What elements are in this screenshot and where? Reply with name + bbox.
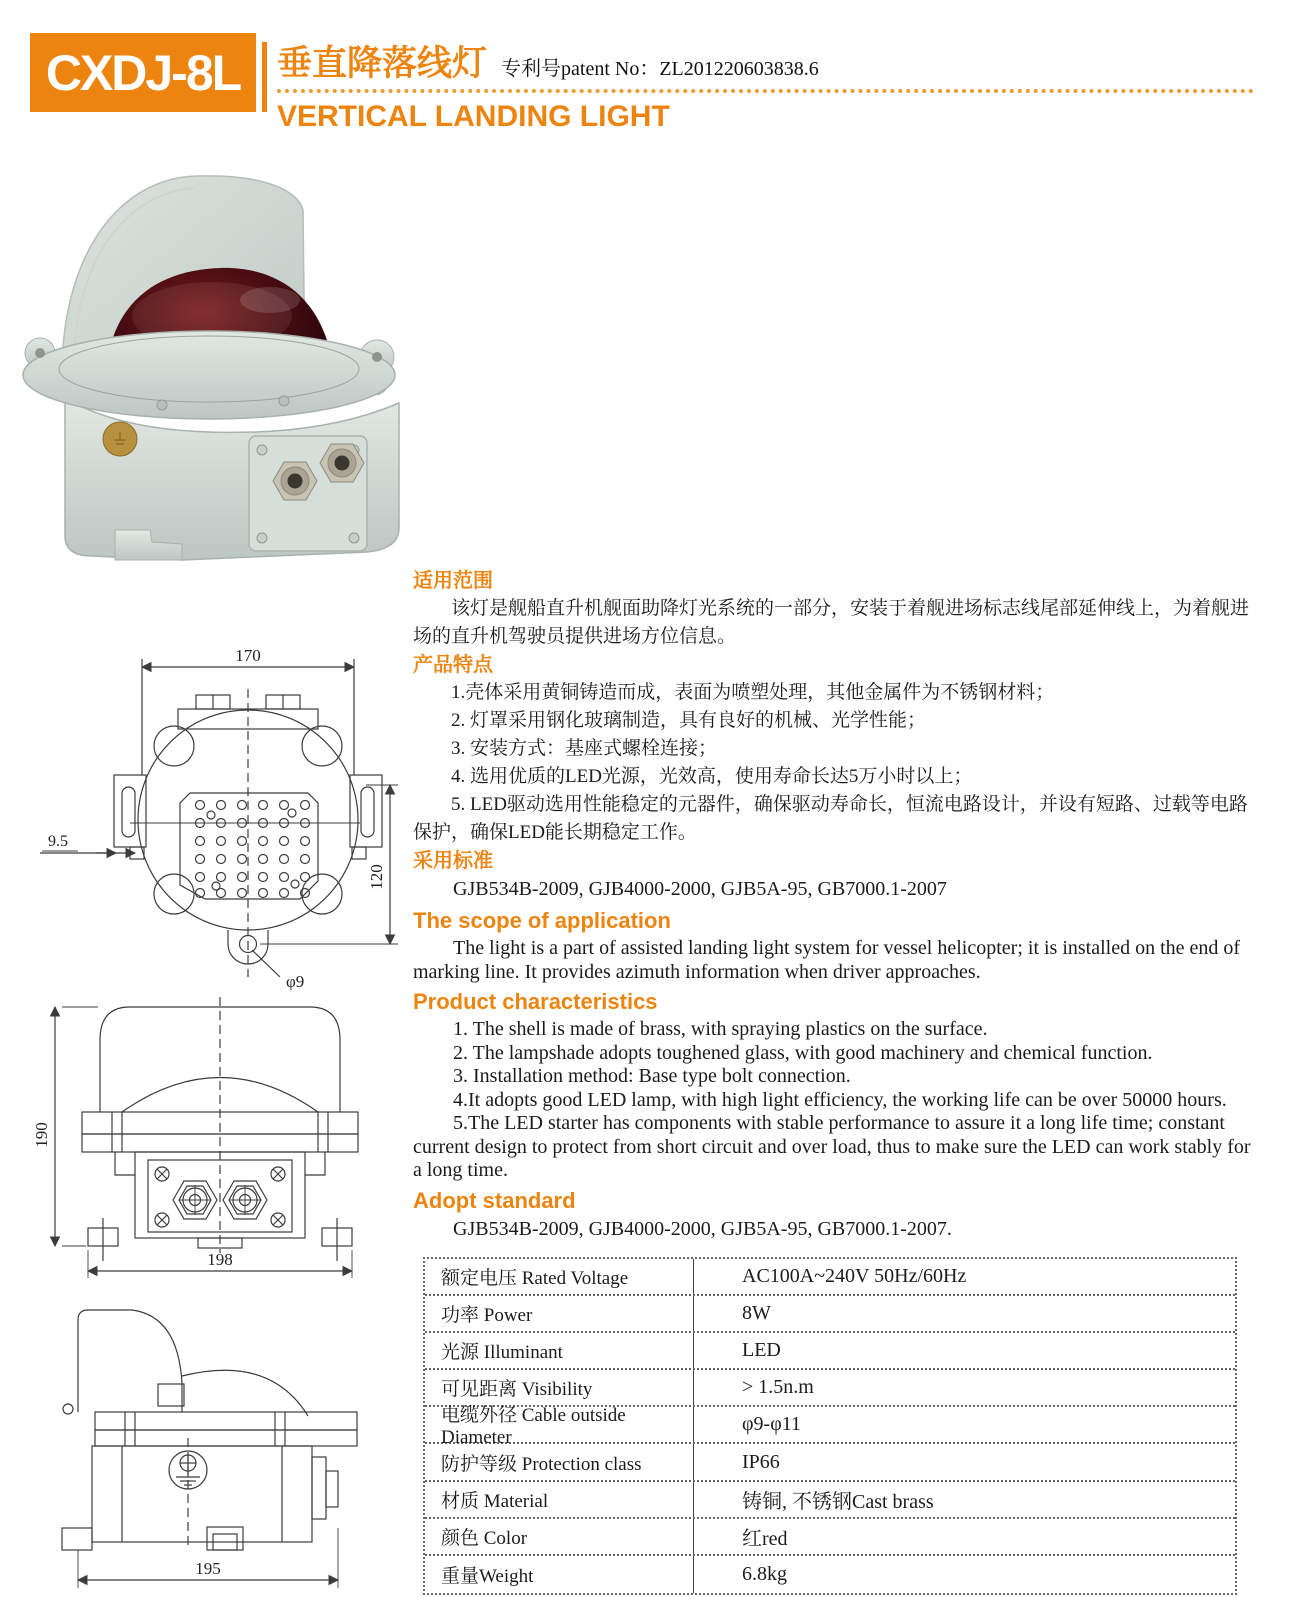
spec-value: 8W [742,1301,771,1324]
dim-170-label: 170 [235,646,261,665]
page-title-cn: 垂直降落线灯 [277,44,488,83]
table-row [425,1259,1235,1296]
feature-en-item: 2. The lampshade adopts toughened glass, with good machinery and chemical function. [453,1041,1153,1064]
table-row [425,1519,1235,1556]
content-column [413,567,1253,1595]
spec-value: LED [742,1338,781,1361]
feature-en-item: 3. Installation method: Base type bolt connection. [453,1065,851,1087]
top-view-drawing [30,645,420,995]
scope-cn-body: 该灯是舰船直升机舰面助降灯光系统的一部分，安装于着舰进场标志线尾部延伸线上，为着舰进场的直升机驾驶员提供进场方位信息。 [413,598,1250,647]
spec-label: 电缆外径 Cable outside Diameter [425,1407,694,1442]
patent-number [501,52,819,81]
spec-label: 功率 Power [425,1296,694,1331]
patent-label: 专利号patent No： [501,58,660,80]
dim-120-label: 120 [367,864,386,890]
header-title-block [277,36,1287,134]
spec-value: > 1.5n.m [742,1376,814,1399]
dim-190-label: 190 [32,1122,51,1148]
dim-195-label: 195 [195,1559,221,1578]
page-title-en: VERTICAL LANDING LIGHT [277,100,670,133]
section-heading-standard-cn: 采用标准 [413,850,493,872]
spec-table [423,1257,1237,1596]
table-row [425,1556,1235,1593]
spec-value: φ9-φ11 [742,1413,802,1436]
feature-cn-item: 4. 选用优质的LED光源，光效高，使用寿命长达5万小时以上； [451,766,973,787]
spec-label: 可见距离 Visibility [425,1370,694,1405]
table-row [425,1482,1235,1519]
spec-label: 材质 Material [425,1482,694,1517]
flange-ring [23,331,395,419]
table-row [425,1296,1235,1333]
table-row [425,1405,1235,1449]
header-dotted-rule [277,89,1254,93]
spec-label: 颜色 Color [425,1519,694,1554]
section-heading-standard-en: Adopt standard [413,1187,576,1213]
front-view-drawing [30,995,430,1295]
patent-value: ZL201220603838.6 [659,58,819,80]
model-number: CXDJ-8L [45,44,241,101]
spec-label: 防护等级 Protection class [425,1444,694,1479]
feature-cn-item: 1.壳体采用黄铜铸造而成，表面为喷塑处理，其他金属件为不锈钢材料； [451,682,1055,703]
table-row [425,1444,1235,1481]
standard-cn-body: GJB534B-2009, GJB4000-2000, GJB5A-95, GB7000.1-2007 [453,878,947,900]
table-row [425,1333,1235,1370]
scope-en-body: The light is a part of assisted landing light system for vessel helicopter; it is installed on the end of marking line. It provides azimuth information when driver approaches. [413,937,1241,983]
spec-value: 6.8kg [742,1563,787,1586]
spec-label: 光源 Illuminant [425,1333,694,1368]
feature-cn-item: 3. 安装方式：基座式螺栓连接； [451,738,718,759]
side-view-drawing [30,1288,430,1618]
dim-198-label: 198 [207,1250,233,1269]
section-heading-features-cn: 产品特点 [413,654,493,676]
spec-label: 重量Weight [425,1556,694,1593]
feature-cn-item: 2. 灯罩采用钢化玻璃制造，具有良好的机械、光学性能； [451,710,927,731]
dim-9-5-label: 9.5 [48,833,68,850]
led-holes [196,801,310,898]
feature-en-item: 1. The shell is made of brass, with spraying plastics on the surface. [453,1018,988,1040]
spec-value: 铸铜, 不锈钢Cast brass [742,1490,934,1513]
product-photo [22,148,442,573]
spec-value: AC100A~240V 50Hz/60Hz [742,1264,967,1287]
spec-value: 红red [742,1527,788,1550]
feature-en-item: 4.It adopts good LED lamp, with high light efficiency, the working life can be over 50000 hours. [453,1088,1227,1111]
section-heading-scope-en: The scope of application [413,908,671,933]
spec-value: IP66 [742,1450,780,1473]
model-badge [30,33,256,112]
section-heading-features-en: Product characteristics [413,989,658,1014]
feature-en-item: 5.The LED starter has components with stable performance to assure it a long life time; constant current design to protect from short circuit and over load, thus to make sure the LED can work stably for a long time. [413,1112,1251,1181]
feature-cn-item: 5. LED驱动选用性能稳定的元器件，确保驱动寿命长，恒流电路设计，并设有短路、过载等电路保护，确保LED能长期稳定工作。 [413,794,1248,843]
spec-label: 额定电压 Rated Voltage [425,1259,694,1294]
dim-phi9-label: φ9 [286,972,305,991]
standard-en-body: GJB534B-2009, GJB4000-2000, GJB5A-95, GB7000.1-2007. [453,1217,952,1240]
section-heading-scope-cn: 适用范围 [413,570,493,592]
header-divider [262,42,267,112]
